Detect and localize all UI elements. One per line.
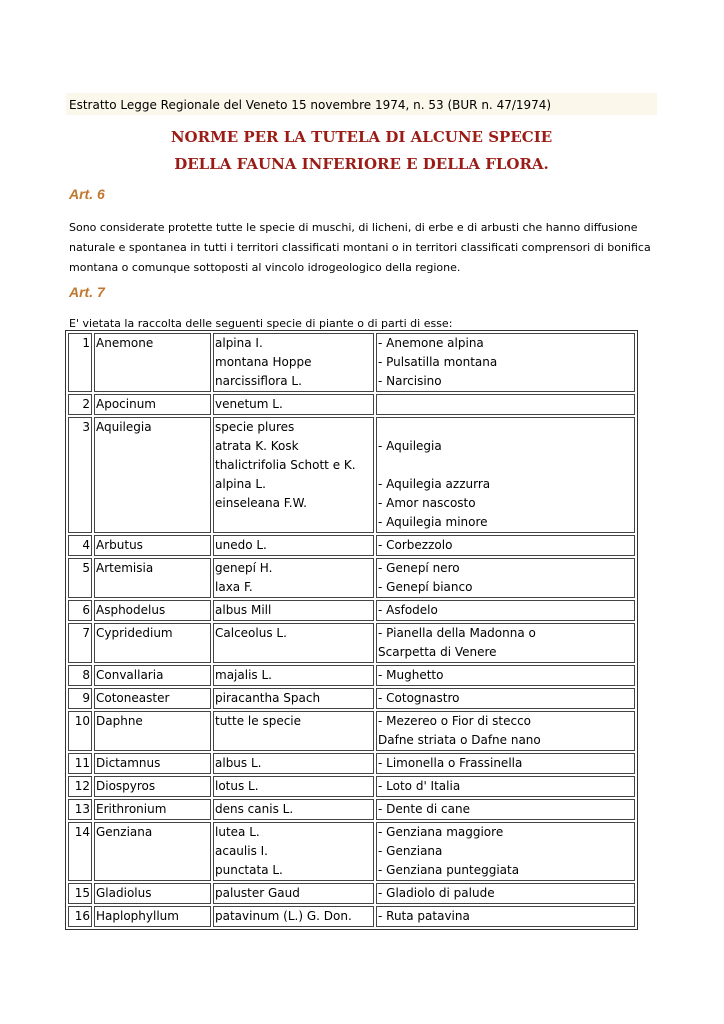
genus-cell: Arbutus (94, 535, 211, 556)
species-cell (213, 535, 374, 556)
common-name: - Genziana (378, 844, 443, 858)
row-number: 14 (68, 822, 92, 881)
table-row (68, 711, 635, 751)
table-row (68, 799, 635, 820)
species-cell (213, 753, 374, 774)
common-name (378, 418, 633, 437)
species-name: albus L. (215, 756, 262, 770)
species-name: piracantha Spach (215, 691, 321, 705)
species-name: montana Hoppe (215, 355, 312, 369)
common-name (378, 395, 633, 414)
row-number: 8 (68, 665, 92, 686)
row-number: 7 (68, 623, 92, 663)
species-name: tutte le specie (215, 714, 302, 728)
row-number: 13 (68, 799, 92, 820)
table-row (68, 688, 635, 709)
species-name (215, 643, 372, 662)
common-name-cell (376, 535, 635, 556)
common-name (378, 456, 633, 475)
common-name: - Aquilegia azzurra (378, 477, 491, 491)
common-name-cell (376, 906, 635, 927)
species-name: genepí H. (215, 561, 273, 575)
genus-cell: Gladiolus (94, 883, 211, 904)
row-number: 9 (68, 688, 92, 709)
common-name-cell (376, 711, 635, 751)
species-cell (213, 600, 374, 621)
common-name: - Gladiolo di palude (378, 886, 495, 900)
common-name-cell (376, 753, 635, 774)
species-cell (213, 883, 374, 904)
common-name: Dafne striata o Dafne nano (378, 733, 541, 747)
common-name-cell (376, 822, 635, 881)
common-name-cell (376, 799, 635, 820)
common-name-cell (376, 776, 635, 797)
table-row (68, 665, 635, 686)
genus-cell: Cypridedium (94, 623, 211, 663)
article-6-text (69, 218, 657, 278)
species-cell (213, 558, 374, 598)
species-cell (213, 394, 374, 415)
common-name: - Limonella o Frassinella (378, 756, 523, 770)
species-name: albus Mill (215, 603, 272, 617)
genus-cell: Genziana (94, 822, 211, 881)
common-name: - Ruta patavina (378, 909, 470, 923)
document-title-line-1: NORME PER LA TUTELA DI ALCUNE SPECIE (170, 128, 553, 146)
common-name: - Corbezzolo (378, 538, 453, 552)
row-number: 4 (68, 535, 92, 556)
species-name: atrata K. Kosk (215, 439, 299, 453)
species-cell (213, 623, 374, 663)
common-name-cell (376, 417, 635, 533)
table-row (68, 822, 635, 881)
genus-cell: Artemisia (94, 558, 211, 598)
common-name: - Genepí nero (378, 561, 460, 575)
common-name-cell (376, 665, 635, 686)
common-name: - Aquilegia (378, 439, 442, 453)
common-name: - Dente di cane (378, 802, 470, 816)
common-name-cell (376, 333, 635, 392)
species-name: patavinum (L.) G. Don. (215, 909, 352, 923)
article-6-line: naturale e spontanea in tutti i territori classificati montani o in territori classificati comprensori di bonifica (69, 241, 651, 254)
table-row (68, 417, 635, 533)
table-row (68, 535, 635, 556)
source-citation: Estratto Legge Regionale del Veneto 15 novembre 1974, n. 53 (BUR n. 47/1974) (69, 98, 552, 112)
genus-cell: Daphne (94, 711, 211, 751)
species-table-body (68, 333, 635, 927)
common-name-cell (376, 558, 635, 598)
common-name: - Amor nascosto (378, 496, 476, 510)
genus-cell: Dictamnus (94, 753, 211, 774)
table-row (68, 776, 635, 797)
common-name-cell (376, 883, 635, 904)
species-name: alpina L. (215, 477, 266, 491)
genus-cell: Convallaria (94, 665, 211, 686)
article-6-line: montana o comunque sottoposti al vincolo idrogeologico della regione. (69, 261, 461, 274)
common-name: - Mezereo o Fior di stecco (378, 714, 532, 728)
species-name (215, 731, 372, 750)
common-name: - Pianella della Madonna o (378, 626, 536, 640)
species-name: lotus L. (215, 779, 259, 793)
genus-cell: Haplophyllum (94, 906, 211, 927)
common-name: - Pulsatilla montana (378, 355, 498, 369)
species-name: paluster Gaud (215, 886, 300, 900)
protected-species-table (65, 330, 638, 930)
common-name: - Cotognastro (378, 691, 460, 705)
genus-cell: Aquilegia (94, 417, 211, 533)
common-name-cell (376, 600, 635, 621)
row-number: 12 (68, 776, 92, 797)
species-cell (213, 822, 374, 881)
species-cell (213, 799, 374, 820)
genus-cell: Asphodelus (94, 600, 211, 621)
species-name: dens canis L. (215, 802, 294, 816)
genus-cell: Anemone (94, 333, 211, 392)
common-name-cell (376, 394, 635, 415)
common-name: - Aquilegia minore (378, 515, 488, 529)
article-6-line: Sono considerate protette tutte le specie di muschi, di licheni, di erbe e di arbusti che hanno diffusione (69, 221, 638, 234)
species-name: alpina I. (215, 336, 263, 350)
article-6-heading: Art. 6 (69, 186, 105, 202)
table-row (68, 558, 635, 598)
common-name: - Genepí bianco (378, 580, 473, 594)
article-7-intro: E' vietata la raccolta delle seguenti specie di piante o di parti di esse: (69, 317, 453, 330)
species-name (215, 513, 372, 532)
genus-cell: Diospyros (94, 776, 211, 797)
species-name: laxa F. (215, 580, 253, 594)
document-title-line-2: DELLA FAUNA INFERIORE E DELLA FLORA. (174, 155, 549, 173)
species-cell (213, 688, 374, 709)
species-name: einseleana F.W. (215, 496, 307, 510)
species-cell (213, 906, 374, 927)
species-name: narcissiflora L. (215, 374, 302, 388)
genus-cell: Cotoneaster (94, 688, 211, 709)
row-number: 10 (68, 711, 92, 751)
species-name: unedo L. (215, 538, 267, 552)
table-row (68, 394, 635, 415)
row-number: 15 (68, 883, 92, 904)
species-cell (213, 665, 374, 686)
table-row (68, 333, 635, 392)
common-name-cell (376, 623, 635, 663)
common-name-cell (376, 688, 635, 709)
species-cell (213, 333, 374, 392)
row-number: 16 (68, 906, 92, 927)
common-name: - Loto d' Italia (378, 779, 461, 793)
species-name: punctata L. (215, 863, 283, 877)
table-row (68, 906, 635, 927)
species-cell (213, 417, 374, 533)
common-name: - Genziana punteggiata (378, 863, 520, 877)
row-number: 2 (68, 394, 92, 415)
table-row (68, 753, 635, 774)
row-number: 1 (68, 333, 92, 392)
common-name: - Asfodelo (378, 603, 438, 617)
species-cell (213, 711, 374, 751)
genus-cell: Erithronium (94, 799, 211, 820)
species-name: specie plures (215, 420, 295, 434)
table-row (68, 623, 635, 663)
common-name: - Mughetto (378, 668, 444, 682)
table-row (68, 600, 635, 621)
common-name: - Narcisino (378, 374, 442, 388)
article-7-heading: Art. 7 (69, 284, 105, 300)
row-number: 11 (68, 753, 92, 774)
table-row (68, 883, 635, 904)
species-name: Calceolus L. (215, 626, 287, 640)
row-number: 6 (68, 600, 92, 621)
species-name: venetum L. (215, 397, 283, 411)
row-number: 3 (68, 417, 92, 533)
genus-cell: Apocinum (94, 394, 211, 415)
row-number: 5 (68, 558, 92, 598)
species-name: majalis L. (215, 668, 272, 682)
common-name: - Genziana maggiore (378, 825, 504, 839)
species-name: acaulis I. (215, 844, 268, 858)
species-name: thalictrifolia Schott e K. (215, 458, 356, 472)
common-name: Scarpetta di Venere (378, 645, 497, 659)
common-name: - Anemone alpina (378, 336, 484, 350)
source-header (66, 93, 657, 115)
species-name: lutea L. (215, 825, 260, 839)
species-cell (213, 776, 374, 797)
